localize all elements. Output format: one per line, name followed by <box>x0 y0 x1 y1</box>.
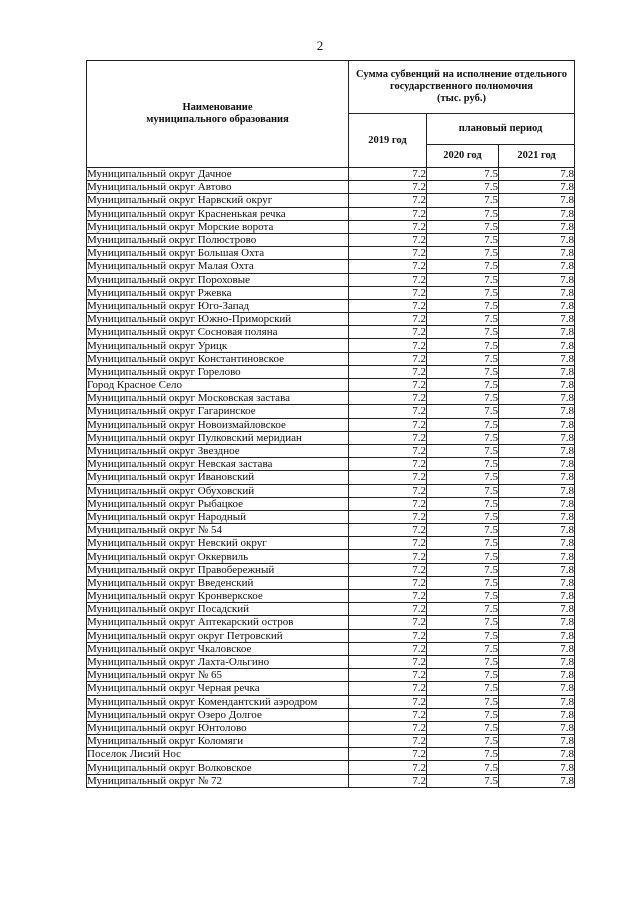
value-2019-cell: 7.2 <box>349 379 427 392</box>
municipality-name-cell: Муниципальный округ Комендантский аэродром <box>87 695 349 708</box>
value-2021-cell: 7.8 <box>499 590 575 603</box>
table-row <box>87 418 575 431</box>
municipality-name-cell: Муниципальный округ Звездное <box>87 444 349 457</box>
municipality-name-cell: Муниципальный округ Южно-Приморский <box>87 313 349 326</box>
value-2021-cell: 7.8 <box>499 655 575 668</box>
value-2019-cell: 7.2 <box>349 590 427 603</box>
value-2021-cell: 7.8 <box>499 497 575 510</box>
value-2020-cell: 7.5 <box>427 233 499 246</box>
municipality-name-cell: Муниципальный округ Полюстрово <box>87 233 349 246</box>
value-2021-cell: 7.8 <box>499 629 575 642</box>
municipality-name-cell: Муниципальный округ Московская застава <box>87 392 349 405</box>
value-2020-cell: 7.5 <box>427 603 499 616</box>
value-2021-cell: 7.8 <box>499 484 575 497</box>
value-2020-cell: 7.5 <box>427 418 499 431</box>
value-2021-cell: 7.8 <box>499 537 575 550</box>
municipality-name-cell: Муниципальный округ Правобережный <box>87 563 349 576</box>
table-row <box>87 761 575 774</box>
value-2021-cell: 7.8 <box>499 379 575 392</box>
table-row <box>87 682 575 695</box>
value-2020-cell: 7.5 <box>427 273 499 286</box>
value-2019-cell: 7.2 <box>349 721 427 734</box>
municipality-name-cell: Муниципальный округ Горелово <box>87 365 349 378</box>
value-2020-cell: 7.5 <box>427 484 499 497</box>
value-2021-cell: 7.8 <box>499 339 575 352</box>
municipality-name-cell: Муниципальный округ Новоизмайловское <box>87 418 349 431</box>
value-2019-cell: 7.2 <box>349 629 427 642</box>
value-2019-cell: 7.2 <box>349 537 427 550</box>
table-row <box>87 299 575 312</box>
value-2019-cell: 7.2 <box>349 233 427 246</box>
value-2021-cell: 7.8 <box>499 761 575 774</box>
value-2020-cell: 7.5 <box>427 510 499 523</box>
municipality-name-cell: Муниципальный округ Юго-Запад <box>87 299 349 312</box>
page-number: 2 <box>316 38 324 53</box>
value-2020-cell: 7.5 <box>427 748 499 761</box>
value-2020-cell: 7.5 <box>427 444 499 457</box>
value-2021-cell: 7.8 <box>499 471 575 484</box>
table-row <box>87 220 575 233</box>
value-2021-cell: 7.8 <box>499 616 575 629</box>
value-2019-cell: 7.2 <box>349 484 427 497</box>
value-2019-cell: 7.2 <box>349 220 427 233</box>
table-row <box>87 576 575 589</box>
header-year-2021: 2021 год <box>499 145 575 168</box>
municipality-name-cell: Муниципальный округ Посадский <box>87 603 349 616</box>
value-2021-cell: 7.8 <box>499 233 575 246</box>
value-2021-cell: 7.8 <box>499 576 575 589</box>
value-2020-cell: 7.5 <box>427 339 499 352</box>
municipality-name-cell: Муниципальный округ Введенский <box>87 576 349 589</box>
value-2019-cell: 7.2 <box>349 365 427 378</box>
table-row <box>87 379 575 392</box>
value-2019-cell: 7.2 <box>349 194 427 207</box>
value-2019-cell: 7.2 <box>349 748 427 761</box>
value-2019-cell: 7.2 <box>349 576 427 589</box>
value-2021-cell: 7.8 <box>499 168 575 181</box>
table-row <box>87 194 575 207</box>
value-2019-cell: 7.2 <box>349 695 427 708</box>
municipality-name-cell: Муниципальный округ Красненькая речка <box>87 207 349 220</box>
value-2019-cell: 7.2 <box>349 497 427 510</box>
value-2020-cell: 7.5 <box>427 563 499 576</box>
table-row <box>87 629 575 642</box>
value-2020-cell: 7.5 <box>427 497 499 510</box>
table-row <box>87 260 575 273</box>
value-2019-cell: 7.2 <box>349 655 427 668</box>
table-row <box>87 168 575 181</box>
header-subvention-sum: Сумма субвенций на исполнение отдельного государственного полномочия (тыс. руб.) <box>349 61 575 114</box>
value-2019-cell: 7.2 <box>349 313 427 326</box>
table-row <box>87 247 575 260</box>
value-2021-cell: 7.8 <box>499 669 575 682</box>
value-2019-cell: 7.2 <box>349 563 427 576</box>
value-2021-cell: 7.8 <box>499 682 575 695</box>
value-2020-cell: 7.5 <box>427 260 499 273</box>
municipality-name-cell: Муниципальный округ Автово <box>87 181 349 194</box>
table-row <box>87 550 575 563</box>
municipality-name-cell: Муниципальный округ Нарвский округ <box>87 194 349 207</box>
header-planned-period: плановый период <box>427 114 575 145</box>
value-2021-cell: 7.8 <box>499 313 575 326</box>
table-row <box>87 484 575 497</box>
value-2021-cell: 7.8 <box>499 735 575 748</box>
value-2019-cell: 7.2 <box>349 682 427 695</box>
value-2019-cell: 7.2 <box>349 299 427 312</box>
table-row <box>87 233 575 246</box>
municipality-name-cell: Муниципальный округ Константиновское <box>87 352 349 365</box>
municipality-name-cell: Муниципальный округ Коломяги <box>87 735 349 748</box>
value-2019-cell: 7.2 <box>349 405 427 418</box>
value-2020-cell: 7.5 <box>427 471 499 484</box>
municipality-name-cell: Муниципальный округ Малая Охта <box>87 260 349 273</box>
table-row <box>87 497 575 510</box>
value-2021-cell: 7.8 <box>499 194 575 207</box>
header-year-2019: 2019 год <box>349 114 427 168</box>
value-2021-cell: 7.8 <box>499 260 575 273</box>
value-2019-cell: 7.2 <box>349 524 427 537</box>
municipality-name-cell: Муниципальный округ Обуховский <box>87 484 349 497</box>
municipality-name-cell: Муниципальный округ Большая Охта <box>87 247 349 260</box>
table-row <box>87 286 575 299</box>
value-2021-cell: 7.8 <box>499 603 575 616</box>
table-row <box>87 655 575 668</box>
value-2021-cell: 7.8 <box>499 392 575 405</box>
value-2019-cell: 7.2 <box>349 392 427 405</box>
table-row <box>87 471 575 484</box>
value-2019-cell: 7.2 <box>349 181 427 194</box>
municipality-name-cell: Муниципальный округ № 65 <box>87 669 349 682</box>
table-row <box>87 537 575 550</box>
municipality-name-cell: Муниципальный округ Ивановский <box>87 471 349 484</box>
municipality-name-cell: Муниципальный округ Чкаловское <box>87 642 349 655</box>
value-2019-cell: 7.2 <box>349 471 427 484</box>
value-2019-cell: 7.2 <box>349 550 427 563</box>
value-2020-cell: 7.5 <box>427 379 499 392</box>
value-2020-cell: 7.5 <box>427 458 499 471</box>
value-2019-cell: 7.2 <box>349 669 427 682</box>
municipality-name-cell: Муниципальный округ Морские ворота <box>87 220 349 233</box>
table-row <box>87 603 575 616</box>
table-row <box>87 405 575 418</box>
value-2021-cell: 7.8 <box>499 405 575 418</box>
municipality-name-cell: Муниципальный округ Черная речка <box>87 682 349 695</box>
value-2020-cell: 7.5 <box>427 220 499 233</box>
value-2019-cell: 7.2 <box>349 642 427 655</box>
municipality-name-cell: Муниципальный округ Кронверкское <box>87 590 349 603</box>
value-2020-cell: 7.5 <box>427 405 499 418</box>
value-2019-cell: 7.2 <box>349 735 427 748</box>
municipality-name-cell: Муниципальный округ № 72 <box>87 774 349 787</box>
value-2021-cell: 7.8 <box>499 721 575 734</box>
municipality-name-cell: Поселок Лисий Нос <box>87 748 349 761</box>
table-row <box>87 365 575 378</box>
municipality-name-cell: Муниципальный округ Гагаринское <box>87 405 349 418</box>
value-2019-cell: 7.2 <box>349 273 427 286</box>
table-row <box>87 669 575 682</box>
table-row <box>87 590 575 603</box>
table-row <box>87 273 575 286</box>
value-2019-cell: 7.2 <box>349 326 427 339</box>
table-row <box>87 510 575 523</box>
value-2021-cell: 7.8 <box>499 418 575 431</box>
value-2019-cell: 7.2 <box>349 168 427 181</box>
value-2020-cell: 7.5 <box>427 695 499 708</box>
value-2019-cell: 7.2 <box>349 761 427 774</box>
value-2021-cell: 7.8 <box>499 365 575 378</box>
table-row <box>87 721 575 734</box>
table-row <box>87 458 575 471</box>
table-row <box>87 642 575 655</box>
value-2020-cell: 7.5 <box>427 616 499 629</box>
table-row <box>87 695 575 708</box>
municipality-name-cell: Муниципальный округ Лахта-Ольгино <box>87 655 349 668</box>
value-2020-cell: 7.5 <box>427 524 499 537</box>
municipality-name-cell: Муниципальный округ округ Петровский <box>87 629 349 642</box>
value-2020-cell: 7.5 <box>427 590 499 603</box>
value-2021-cell: 7.8 <box>499 299 575 312</box>
table-row <box>87 774 575 787</box>
municipality-name-cell: Муниципальный округ Оккервиль <box>87 550 349 563</box>
table-row <box>87 748 575 761</box>
value-2019-cell: 7.2 <box>349 286 427 299</box>
value-2021-cell: 7.8 <box>499 774 575 787</box>
value-2020-cell: 7.5 <box>427 299 499 312</box>
value-2020-cell: 7.5 <box>427 735 499 748</box>
table-row <box>87 444 575 457</box>
value-2021-cell: 7.8 <box>499 510 575 523</box>
value-2021-cell: 7.8 <box>499 563 575 576</box>
value-2019-cell: 7.2 <box>349 616 427 629</box>
value-2019-cell: 7.2 <box>349 510 427 523</box>
value-2021-cell: 7.8 <box>499 352 575 365</box>
value-2020-cell: 7.5 <box>427 392 499 405</box>
municipality-name-cell: Город Красное Село <box>87 379 349 392</box>
value-2020-cell: 7.5 <box>427 761 499 774</box>
value-2021-cell: 7.8 <box>499 550 575 563</box>
value-2019-cell: 7.2 <box>349 458 427 471</box>
table-row <box>87 616 575 629</box>
table-row <box>87 339 575 352</box>
value-2021-cell: 7.8 <box>499 444 575 457</box>
municipality-name-cell: Муниципальный округ Сосновая поляна <box>87 326 349 339</box>
municipality-name-cell: Муниципальный округ № 54 <box>87 524 349 537</box>
value-2021-cell: 7.8 <box>499 431 575 444</box>
value-2020-cell: 7.5 <box>427 313 499 326</box>
value-2020-cell: 7.5 <box>427 352 499 365</box>
municipality-name-cell: Муниципальный округ Невский округ <box>87 537 349 550</box>
value-2019-cell: 7.2 <box>349 444 427 457</box>
municipality-name-cell: Муниципальный округ Аптекарский остров <box>87 616 349 629</box>
value-2021-cell: 7.8 <box>499 524 575 537</box>
value-2019-cell: 7.2 <box>349 260 427 273</box>
value-2021-cell: 7.8 <box>499 695 575 708</box>
value-2019-cell: 7.2 <box>349 431 427 444</box>
value-2019-cell: 7.2 <box>349 603 427 616</box>
value-2020-cell: 7.5 <box>427 181 499 194</box>
value-2020-cell: 7.5 <box>427 247 499 260</box>
value-2019-cell: 7.2 <box>349 247 427 260</box>
municipality-name-cell: Муниципальный округ Невская застава <box>87 458 349 471</box>
value-2020-cell: 7.5 <box>427 655 499 668</box>
value-2020-cell: 7.5 <box>427 682 499 695</box>
value-2019-cell: 7.2 <box>349 774 427 787</box>
value-2020-cell: 7.5 <box>427 629 499 642</box>
value-2020-cell: 7.5 <box>427 168 499 181</box>
value-2021-cell: 7.8 <box>499 181 575 194</box>
value-2020-cell: 7.5 <box>427 550 499 563</box>
table-row <box>87 392 575 405</box>
municipality-name-cell: Муниципальный округ Пороховые <box>87 273 349 286</box>
table-body <box>87 168 575 788</box>
table-row <box>87 207 575 220</box>
value-2020-cell: 7.5 <box>427 642 499 655</box>
table-row <box>87 313 575 326</box>
value-2021-cell: 7.8 <box>499 748 575 761</box>
header-municipality-name: Наименование муниципального образования <box>87 61 349 168</box>
municipality-name-cell: Муниципальный округ Юнтолово <box>87 721 349 734</box>
value-2021-cell: 7.8 <box>499 708 575 721</box>
value-2021-cell: 7.8 <box>499 286 575 299</box>
value-2021-cell: 7.8 <box>499 273 575 286</box>
value-2019-cell: 7.2 <box>349 708 427 721</box>
value-2019-cell: 7.2 <box>349 418 427 431</box>
value-2021-cell: 7.8 <box>499 247 575 260</box>
table-row <box>87 352 575 365</box>
value-2021-cell: 7.8 <box>499 326 575 339</box>
municipality-name-cell: Муниципальный округ Волковское <box>87 761 349 774</box>
value-2021-cell: 7.8 <box>499 458 575 471</box>
value-2021-cell: 7.8 <box>499 642 575 655</box>
table-row <box>87 735 575 748</box>
header-year-2020: 2020 год <box>427 145 499 168</box>
value-2019-cell: 7.2 <box>349 352 427 365</box>
municipality-name-cell: Муниципальный округ Ржевка <box>87 286 349 299</box>
value-2020-cell: 7.5 <box>427 286 499 299</box>
value-2020-cell: 7.5 <box>427 326 499 339</box>
municipality-name-cell: Муниципальный округ Рыбацкое <box>87 497 349 510</box>
table-row <box>87 431 575 444</box>
value-2020-cell: 7.5 <box>427 721 499 734</box>
value-2020-cell: 7.5 <box>427 774 499 787</box>
value-2020-cell: 7.5 <box>427 669 499 682</box>
table-row <box>87 524 575 537</box>
municipality-name-cell: Муниципальный округ Народный <box>87 510 349 523</box>
value-2019-cell: 7.2 <box>349 207 427 220</box>
value-2020-cell: 7.5 <box>427 365 499 378</box>
value-2020-cell: 7.5 <box>427 708 499 721</box>
value-2021-cell: 7.8 <box>499 220 575 233</box>
table-row <box>87 708 575 721</box>
table-row <box>87 326 575 339</box>
value-2019-cell: 7.2 <box>349 339 427 352</box>
municipality-name-cell: Муниципальный округ Пулковский меридиан <box>87 431 349 444</box>
value-2020-cell: 7.5 <box>427 431 499 444</box>
subvention-table <box>86 60 575 788</box>
value-2020-cell: 7.5 <box>427 576 499 589</box>
municipality-name-cell: Муниципальный округ Озеро Долгое <box>87 708 349 721</box>
municipality-name-cell: Муниципальный округ Дачное <box>87 168 349 181</box>
table-row <box>87 181 575 194</box>
value-2020-cell: 7.5 <box>427 207 499 220</box>
table-row <box>87 563 575 576</box>
value-2020-cell: 7.5 <box>427 194 499 207</box>
value-2021-cell: 7.8 <box>499 207 575 220</box>
value-2020-cell: 7.5 <box>427 537 499 550</box>
municipality-name-cell: Муниципальный округ Урицк <box>87 339 349 352</box>
